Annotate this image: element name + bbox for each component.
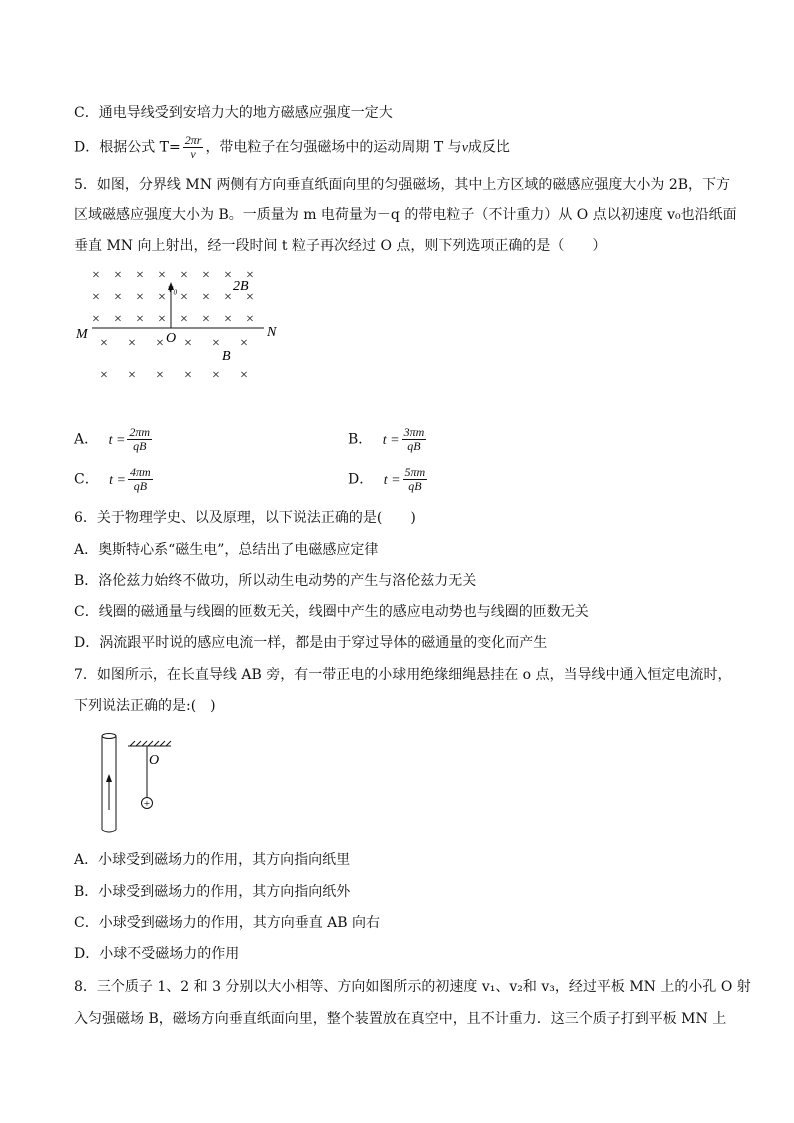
lower-field-cross: × — [212, 368, 220, 383]
q6-option-d: D．涡流跟平时说的感应电流一样，都是由于穿过导体的磁通量的变化而产生 — [74, 635, 548, 651]
upper-field-cross: × — [246, 290, 254, 305]
option-letter: B． — [348, 431, 373, 448]
upper-field-cross: × — [224, 290, 232, 305]
q4-d-end: 成反比 — [467, 139, 510, 156]
upper-field-cross: × — [92, 268, 100, 283]
q6-option-b: B．洛伦兹力始终不做功，所以动生电动势的产生与洛伦兹力无关 — [74, 573, 477, 589]
q5-option-d — [348, 466, 429, 493]
q7-option-a: A．小球受到磁场力的作用，其方向指向纸里 — [74, 852, 351, 868]
upper-field-cross: × — [158, 290, 166, 305]
option-num: 3πm — [403, 425, 425, 439]
q6-stem: 6．关于物理学史、以及原理，以下说法正确的是( ) — [74, 510, 416, 526]
label-O: O — [166, 331, 177, 346]
upper-field-cross: × — [224, 268, 232, 283]
q4-option-d — [74, 134, 510, 161]
q4-d-frac-den: v — [190, 147, 196, 161]
lower-field-cross: × — [156, 336, 164, 351]
upper-field-cross: × — [246, 268, 254, 283]
option-den: qB — [407, 439, 421, 453]
wire-top-end — [102, 734, 116, 739]
upper-field-cross: × — [202, 268, 210, 283]
lower-field-cross: × — [128, 336, 136, 351]
upper-field-cross: × — [136, 312, 144, 327]
label-O: O — [149, 753, 160, 768]
option-den: qB — [133, 439, 147, 453]
upper-field-cross: × — [224, 312, 232, 327]
upper-field-cross: × — [114, 312, 122, 327]
option-lhs: t = — [382, 432, 400, 448]
q5-stem-line2: 区域磁感应强度大小为 B。一质量为 m 电荷量为－q 的带电粒子（不计重力）从 O 点以初速度 v₀也沿纸面 — [74, 207, 737, 223]
q4-d-suffix: ，带电粒子在匀强磁场中的运动周期 T 与 — [205, 139, 462, 156]
label-v0: v₀ — [168, 281, 178, 295]
upper-field-cross: × — [158, 268, 166, 283]
upper-field-cross: × — [202, 312, 210, 327]
label-2B: 2B — [233, 279, 249, 294]
option-lhs: t = — [383, 472, 401, 488]
q4-d-fraction — [183, 134, 204, 161]
lower-field-cross: × — [100, 336, 108, 351]
label-B: B — [222, 349, 231, 364]
lower-field-cross: × — [128, 368, 136, 383]
q5-option-b — [348, 426, 428, 453]
option-num: 5πm — [404, 465, 426, 479]
q4-d-frac-num: 2πr — [184, 133, 202, 147]
upper-field-cross: × — [202, 290, 210, 305]
current-arrowhead — [106, 774, 112, 782]
upper-field-cross: × — [92, 290, 100, 305]
q7-option-c: C．小球受到磁场力的作用，其方向垂直 AB 向右 — [74, 915, 381, 931]
lower-field-cross: × — [212, 336, 220, 351]
wire-bottom-end — [102, 830, 116, 832]
q6-option-c: C．线圈的磁通量与线圈的匝数无关，线圈中产生的感应电动势也与线圈的匝数无关 — [74, 604, 589, 620]
q7-option-d: D．小球不受磁场力的作用 — [74, 946, 240, 962]
upper-field-cross: × — [158, 312, 166, 327]
q8-stem-line2: 入匀强磁场 B，磁场方向垂直纸面向里，整个装置放在真空中，且不计重力．这三个质子打到平板 MN 上 — [74, 1011, 727, 1027]
upper-field-cross: × — [136, 268, 144, 283]
q4-option-c: C．通电导线受到安培力大的地方磁感应强度一定大 — [74, 105, 393, 121]
lower-field-cross: × — [240, 336, 248, 351]
q5-option-a — [74, 426, 154, 453]
option-lhs: t = — [109, 472, 127, 488]
q4-d-v: v — [461, 140, 468, 156]
upper-field-cross: × — [114, 268, 122, 283]
label-M: M — [76, 327, 88, 342]
option-letter: D． — [348, 471, 374, 488]
upper-field-cross: × — [180, 290, 188, 305]
q7-option-b: B．小球受到磁场力的作用，其方向指向纸外 — [74, 884, 351, 900]
q5-option-c — [74, 466, 155, 493]
option-den: qB — [133, 479, 148, 493]
q5-stem-line1: 5．如图，分界线 MN 两侧有方向垂直纸面向里的匀强磁场，其中上方区域的磁感应强度大小为 2B，下方 — [74, 177, 731, 193]
lower-field-cross: × — [100, 368, 108, 383]
ceiling-hatch — [130, 741, 171, 746]
plus-sign: + — [143, 798, 151, 810]
option-letter: A． — [74, 431, 99, 448]
upper-field-cross: × — [136, 290, 144, 305]
option-lhs: t = — [108, 432, 126, 448]
lower-field-cross: × — [184, 336, 192, 351]
q7-stem-line2: 下列说法正确的是:( ) — [74, 698, 216, 714]
q8-stem-line1: 8．三个质子 1、2 和 3 分别以大小相等、方向如图所示的初速度 v₁、v₂和 v₃，经过平板 MN 上的小孔 O 射 — [74, 979, 751, 995]
upper-field-cross: × — [92, 312, 100, 327]
option-num: 4πm — [130, 465, 151, 479]
option-den: qB — [408, 479, 422, 493]
q7-figure — [95, 730, 185, 838]
q7-stem-line1: 7．如图所示，在长直导线 AB 旁，有一带正电的小球用绝缘细绳悬挂在 o 点，当导线中通入恒定电流时， — [74, 667, 732, 683]
lower-field-cross: × — [240, 368, 248, 383]
label-N: N — [267, 325, 277, 340]
lower-field-cross: × — [184, 368, 192, 383]
upper-field-cross: × — [114, 290, 122, 305]
option-letter: C． — [74, 471, 99, 488]
option-num: 2πm — [129, 425, 151, 439]
q4-d-prefix: D．根据公式 T= — [74, 139, 181, 156]
upper-field-cross: × — [180, 312, 188, 327]
q6-option-a: A．奥斯特心系“磁生电”，总结出了电磁感应定律 — [74, 542, 379, 558]
q5-stem-line3: 垂直 MN 向上射出，经一段时间 t 粒子再次经过 O 点，则下列选项正确的是（ ） — [74, 238, 607, 254]
upper-field-cross: × — [246, 312, 254, 327]
upper-field-cross: × — [180, 268, 188, 283]
q5-figure — [70, 262, 290, 387]
lower-field-cross: × — [156, 368, 164, 383]
